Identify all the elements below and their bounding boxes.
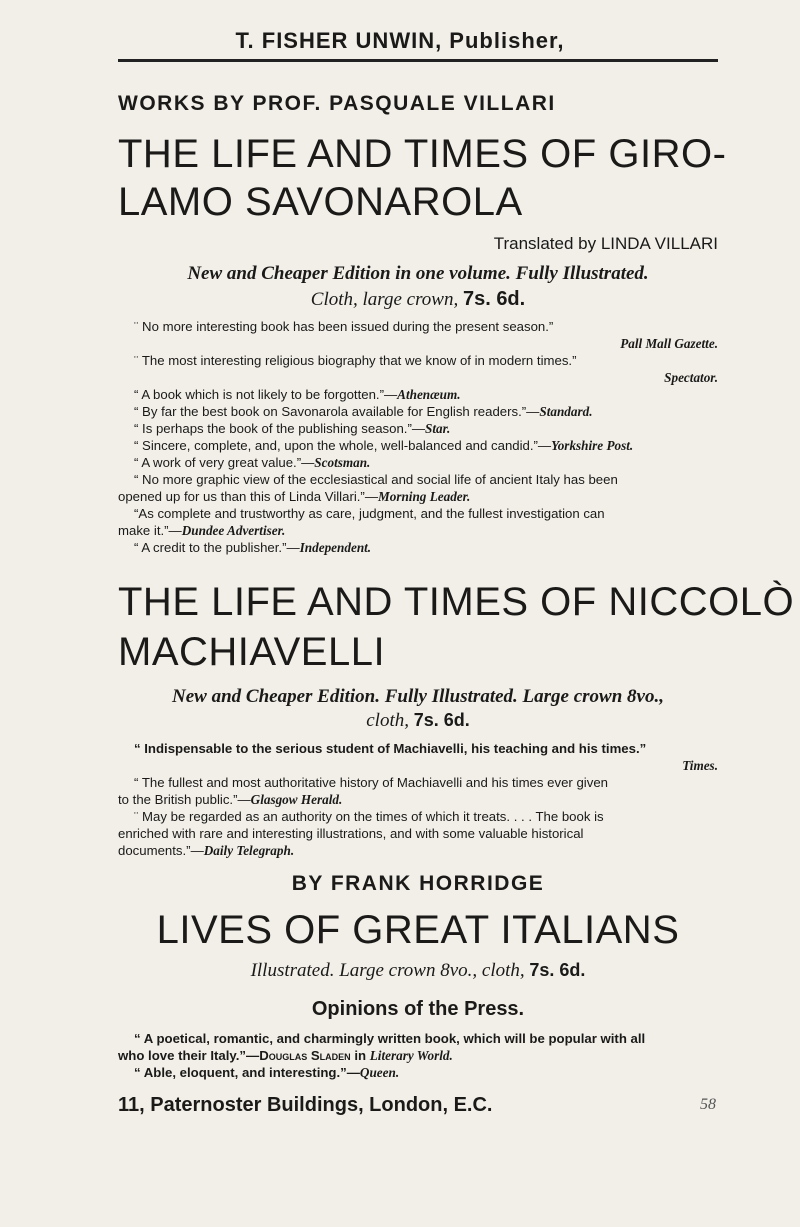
review-item-cont: to the British public.”—Glasgow Herald. [118,792,343,807]
author-heading-villari: WORKS BY PROF. PASQUALE VILLARI [118,92,556,115]
review-item: ¨ May be regarded as an authority on the times of which it treats. . . . The book is [134,809,604,824]
review-item-cont: who love their Italy.”—Douglas Sladen in Literary World. [118,1048,453,1063]
publisher-header: T. FISHER UNWIN, Publisher, [235,28,565,53]
review-item-cont: enriched with rare and interesting illustrations, and with some valuable historical [118,826,584,841]
edition-format: Cloth, large crown, [310,289,459,310]
reviews-savonarola [118,318,718,556]
review-source: Times. [682,758,718,773]
review-item: “ Able, eloquent, and interesting.”—Queen. [134,1065,400,1080]
review-source: Spectator. [664,370,718,385]
price-machiavelli: 7s. 6d. [413,710,470,730]
edition-line-great-italians: Illustrated. Large crown 8vo., cloth, 7s. 6d. [250,960,586,981]
review-item: “ By far the best book on Savonarola available for English readers.”—Standard. [134,404,593,419]
review-item: “ Is perhaps the book of the publishing season.”—Star. [134,421,451,436]
review-item-cont: documents.”—Daily Telegraph. [118,843,295,858]
edition-line-savonarola: New and Cheaper Edition in one volume. Fully Illustrated. [187,263,649,284]
book-title-great-italians: LIVES OF GREAT ITALIANS [156,908,680,952]
book-title-machiavelli-line1: THE LIFE AND TIMES OF NICCOLÒ [118,580,795,624]
page-mark: 58 [700,1096,716,1113]
edition-line-machiavelli: New and Cheaper Edition. Fully Illustrated. Large crown 8vo., [172,686,664,707]
book-title-savonarola-line1: THE LIFE AND TIMES OF GIRO- [118,132,727,176]
header-rule [118,59,718,62]
review-item-cont: make it.”—Dundee Advertiser. [118,523,286,538]
review-item: “ The fullest and most authoritative history of Machiavelli and his times ever given [134,775,608,790]
review-item: “ A work of very great value.”—Scotsman. [134,455,371,470]
review-item-cont: opened up for us than this of Linda Villari.”—Morning Leader. [118,489,471,504]
review-item: “ A credit to the publisher.”—Independent. [134,540,372,555]
review-item: “ Indispensable to the serious student of Machiavelli, his teaching and his times.” [134,741,647,756]
book-title-savonarola-line2: LAMO SAVONAROLA [118,180,523,224]
price-line-machiavelli: cloth, 7s. 6d. [366,710,470,731]
review-item: “ No more graphic view of the ecclesiastical and social life of ancient Italy has been [134,472,618,487]
author-heading-horridge: BY FRANK HORRIDGE [291,872,545,895]
review-item: “ A book which is not likely to be forgotten.”—Athenæum. [134,387,461,402]
price-savonarola: 7s. 6d. [462,288,526,310]
review-item: “ A poetical, romantic, and charmingly written book, which will be popular with all [134,1031,646,1046]
review-item: ¨ The most interesting religious biography that we know of in modern times.” [134,353,577,368]
opinions-heading: Opinions of the Press. [311,998,525,1020]
translator-credit: Translated by LINDA VILLARI [493,234,718,253]
price-line-savonarola [118,288,718,311]
price-great-italians: 7s. 6d. [529,960,586,980]
reviews-machiavelli [118,740,718,859]
review-item: ¨ No more interesting book has been issued during the present season.” [134,319,554,334]
review-source: Pall Mall Gazette. [620,336,718,351]
reviews-great-italians [118,1030,718,1081]
review-item: “ Sincere, complete, and, upon the whole, well-balanced and candid.”—Yorkshire Post. [134,438,634,453]
footer-address: 11, Paternoster Buildings, London, E.C. [118,1094,493,1116]
review-item: “As complete and trustworthy as care, judgment, and the fullest investigation can [134,506,605,521]
book-title-machiavelli-line2: MACHIAVELLI [118,630,386,674]
